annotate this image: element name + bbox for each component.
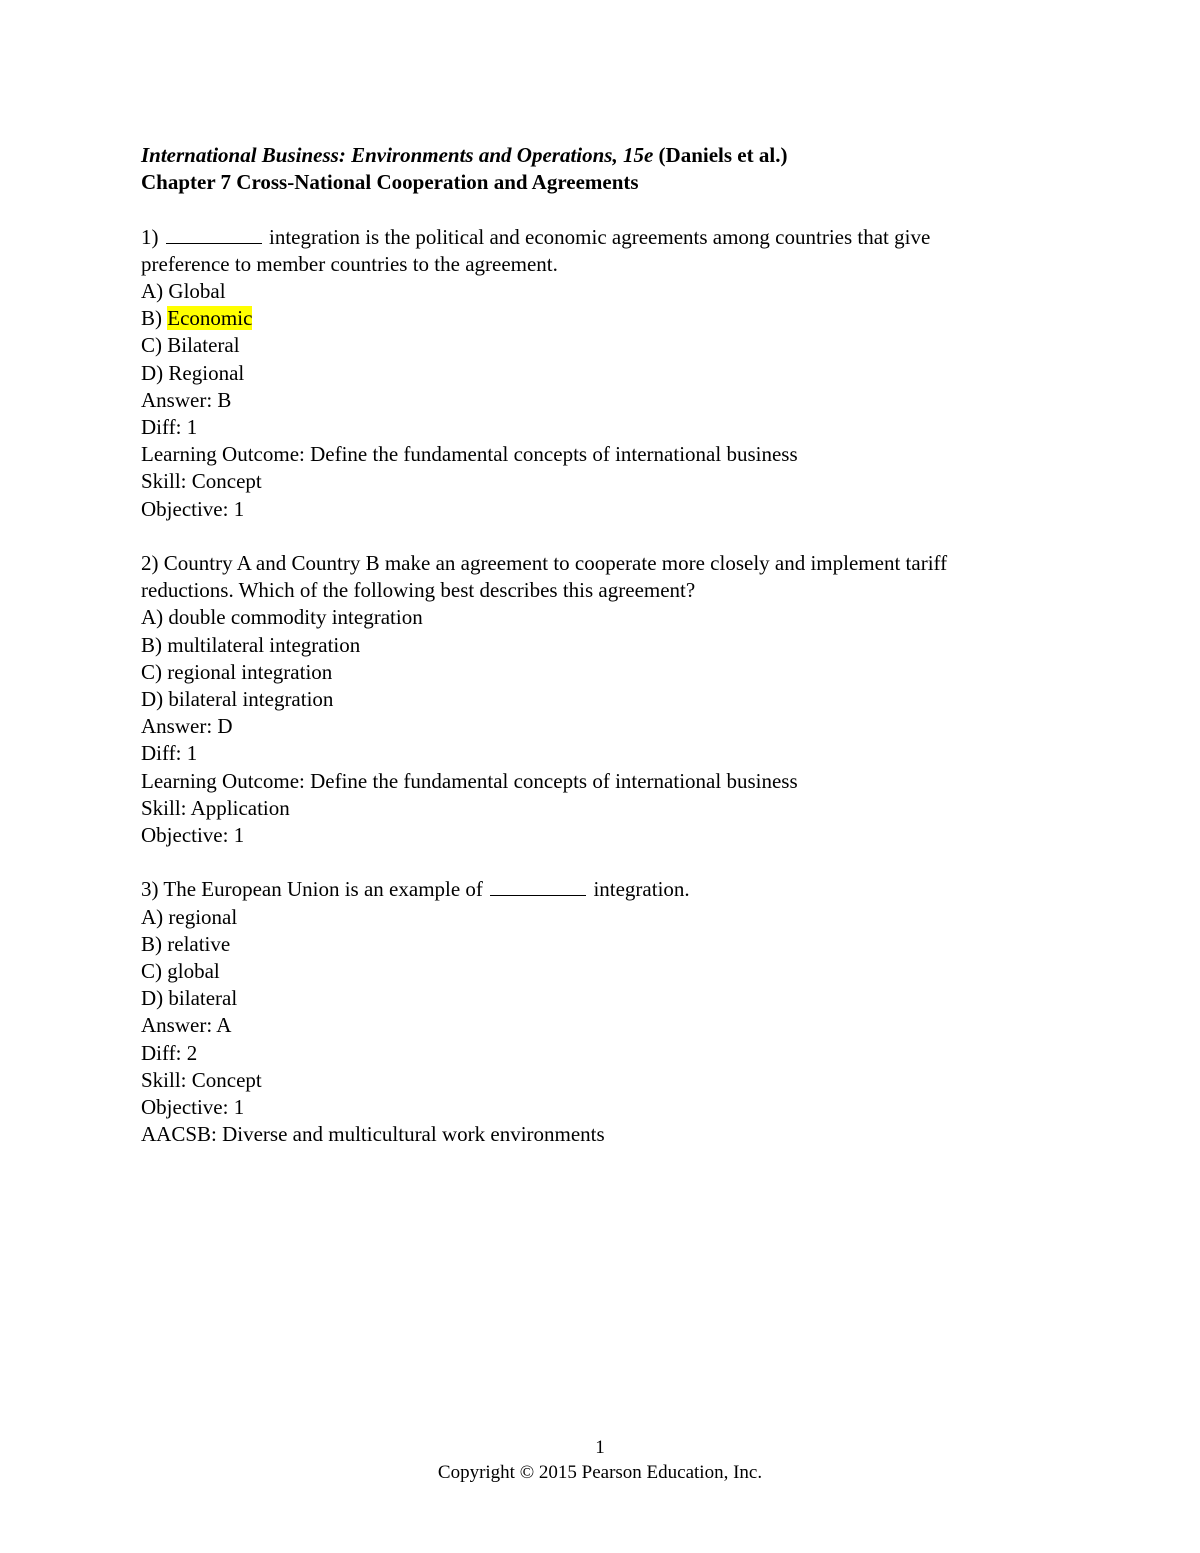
question-3-option-a: A) regional: [141, 904, 238, 929]
question-3-answer: Answer: A: [141, 1013, 232, 1038]
question-3-diff: Diff: 2: [141, 1040, 198, 1065]
question-1-number: 1): [141, 224, 159, 249]
question-1-diff: Diff: 1: [141, 415, 198, 440]
question-3-skill: Skill: Concept: [141, 1067, 262, 1092]
question-2: [141, 550, 1081, 849]
book-authors: (Daniels et al.): [658, 143, 788, 167]
chapter-label: Chapter 7: [141, 170, 232, 195]
question-1-blank: [166, 224, 262, 244]
question-1-answer: Answer: B: [141, 387, 232, 412]
question-3-option-c: C) global: [141, 959, 220, 984]
chapter-title: Cross-National Cooperation and Agreements: [236, 170, 639, 195]
question-3-stem: [141, 876, 1081, 903]
question-2-option-a: A) double commodity integration: [141, 605, 423, 630]
question-1-option-a: A) Global: [141, 279, 226, 303]
question-3-stem-end: integration.: [593, 877, 690, 902]
question-3-option-d: D) bilateral: [141, 986, 238, 1011]
page-number: 1: [595, 1437, 605, 1458]
question-3-blank: [490, 876, 586, 896]
question-2-stem-line-1: 2) Country A and Country B make an agreement to cooperate more closely and implement tariff: [141, 551, 948, 576]
question-1-skill: Skill: Concept: [141, 469, 262, 494]
question-3: [141, 876, 1081, 1148]
question-3-option-b: B) relative: [141, 931, 231, 956]
book-title: International Business: Environments and Operations, 15e: [141, 143, 654, 167]
question-3-stem-start: 3) The European Union is an example of: [141, 877, 483, 902]
document-body: [141, 142, 1081, 1148]
question-1-stem-line-1: [141, 224, 1081, 251]
chapter-heading: [141, 169, 1081, 196]
question-2-objective: Objective: 1: [141, 823, 245, 848]
question-3-aacsb: AACSB: Diverse and multicultural work environments: [141, 1122, 605, 1147]
question-3-objective: Objective: 1: [141, 1095, 245, 1120]
document-title: [141, 142, 1081, 169]
question-2-answer: Answer: D: [141, 714, 233, 739]
question-2-option-d: D) bilateral integration: [141, 687, 334, 712]
question-1-objective: Objective: 1: [141, 496, 245, 521]
question-1-option-d: D) Regional: [141, 360, 245, 385]
question-2-learning-outcome: Learning Outcome: Define the fundamental concepts of international business: [141, 768, 798, 793]
question-1-option-c: C) Bilateral: [141, 333, 240, 358]
question-2-option-c: C) regional integration: [141, 659, 333, 684]
question-2-option-b: B) multilateral integration: [141, 632, 361, 657]
question-1-option-b: [141, 305, 1081, 332]
copyright-notice: Copyright © 2015 Pearson Education, Inc.: [437, 1462, 763, 1483]
question-2-skill: Skill: Application: [141, 795, 290, 820]
question-1-learning-outcome: Learning Outcome: Define the fundamental concepts of international business: [141, 442, 798, 467]
question-1: [141, 224, 1081, 523]
question-1-stem-line-2: preference to member countries to the agreement.: [141, 251, 558, 276]
question-1-option-b-prefix: B): [141, 306, 168, 331]
question-1-stem-text: integration is the political and economic agreements among countries that give: [269, 224, 931, 249]
question-2-diff: Diff: 1: [141, 741, 198, 766]
question-2-stem-line-2: reductions. Which of the following best describes this agreement?: [141, 578, 696, 603]
highlighted-answer: Economic: [167, 306, 253, 331]
